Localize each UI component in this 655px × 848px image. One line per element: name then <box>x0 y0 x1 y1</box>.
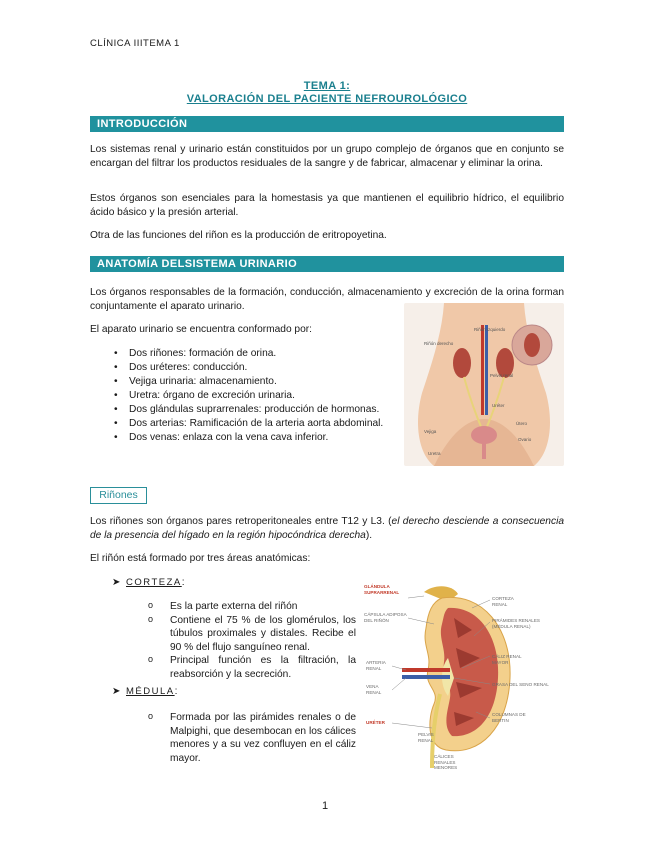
section-heading-introduccion: INTRODUCCIÓN <box>90 116 564 132</box>
intro-paragraph-1: Los sistemas renal y urinario están constituidos por un grupo complejo de órganos que en conjunto se encargan del filtrar los productos residuales de la sangre y de fabricar, almacenar y eliminar la orina. <box>90 144 564 169</box>
figure-label: Uretra <box>428 451 441 456</box>
list-item: • Dos glándulas suprarrenales: producción de hormonas. <box>114 403 390 417</box>
cortex-colon: : <box>181 577 185 588</box>
list-item: o Formada por las pirámides renales o de Malpighi, que desembocan en los cálices menores y a su vez confluyen en el cáliz mayor. <box>148 711 356 765</box>
kidney-label-major-calyx: CÁLIZ RENAL MAYOR <box>492 654 522 665</box>
kidney-label-columns: COLUMNAS DE BERTIN <box>492 712 526 723</box>
figure-label: Riñón izquierdo <box>474 327 506 332</box>
figure-label: Riñón derecho <box>424 341 454 346</box>
anatomy-paragraph-2: El aparato urinario se encuentra conformado por: <box>90 324 312 335</box>
kidney-label-gland: GLÁNDULA SUPRARRENAL <box>364 584 400 595</box>
kidney-label-sinus-fat: GRASA DEL SENO RENAL <box>492 682 549 687</box>
cortex-heading <box>112 577 185 588</box>
medulla-label: MÉDULA <box>126 686 175 697</box>
kidney-label-pelvis: PELVIS RENAL <box>418 732 434 743</box>
kidney-drawing <box>362 578 564 770</box>
list-item: • Uretra: órgano de excreción urinaria. <box>114 389 390 403</box>
medulla-colon: : <box>174 686 178 697</box>
kidney-label-cortex: CORTEZA RENAL <box>492 596 514 607</box>
figure-label: Útero <box>516 421 528 426</box>
medulla-heading <box>112 686 177 697</box>
kidneys-paragraph-2: El riñón está formado por tres áreas anatómicas: <box>90 553 311 564</box>
list-item: o Contiene el 75 % de los glomérulos, los túbulos proximales y distales. Recibe el 90 % del flujo sanguíneo renal. <box>148 614 356 655</box>
kidney-label-ureter: URÉTER <box>366 720 385 725</box>
list-item: • Dos venas: enlaza con la vena cava inferior. <box>114 431 390 445</box>
subheading-rinones: Riñones <box>90 487 147 504</box>
urinary-organs-list <box>114 347 390 445</box>
figure-label: Pelvis renal <box>490 373 514 378</box>
title-line-2: VALORACIÓN DEL PACIENTE NEFROUROLÓGICO <box>186 93 468 105</box>
page-number: 1 <box>322 800 329 812</box>
list-item: o Es la parte externa del riñón <box>148 600 356 614</box>
kidney-label-vein: VENA RENAL <box>366 684 382 695</box>
kidney-label-pyramids: PIRÁMIDES RENALES (MÉDULA RENAL) <box>492 618 540 629</box>
kidneys-text-end: ). <box>365 530 373 541</box>
kidneys-paragraph-1 <box>90 515 564 543</box>
cortex-list <box>148 600 356 681</box>
kidneys-italic-note: el derecho desciende a consecuencia de la presencia del hígado en la región hipocóndrica derecha <box>90 516 564 541</box>
arrow-icon: ➤ <box>112 686 121 697</box>
section-heading-anatomia: ANATOMÍA DELSISTEMA URINARIO <box>90 256 564 272</box>
anatomy-paragraph-1: Los órganos responsables de la formación, conducción, almacenamiento y excreción de la orina forman conjuntamente el aparato urinario. <box>90 287 564 312</box>
list-item: • Vejiga urinaria: almacenamiento. <box>114 375 390 389</box>
list-item: • Dos arterias: Ramificación de la arteria aorta abdominal. <box>114 417 390 431</box>
intro-paragraph-2: Estos órganos son esenciales para la homestasis ya que mantienen el equilibrio hídrico, el equilibrio ácido básico y la presión arterial. <box>90 193 564 218</box>
kidney-label-capsule: CÁPSULA ADIPOSA DEL RIÑÓN <box>364 612 407 623</box>
medulla-list <box>148 711 356 765</box>
title-line-1: TEMA 1: <box>303 80 351 92</box>
kidney-label-minor-calyx: CÁLICES RENALES MENORES <box>434 754 458 770</box>
cortex-label: CORTEZA <box>126 577 182 588</box>
list-item: • Dos riñones: formación de orina. <box>114 347 390 361</box>
intro-paragraph-3: Otra de las funciones del riñon es la producción de eritropoyetina. <box>90 230 387 241</box>
list-item: • Dos uréteres: conducción. <box>114 361 390 375</box>
arrow-icon: ➤ <box>112 577 121 588</box>
document-title <box>90 80 564 106</box>
list-item: o Principal función es la filtración, la reabsorción y la secreción. <box>148 654 356 681</box>
kidney-illustration <box>362 578 564 770</box>
running-header: CLÍNICA IIITEMA 1 <box>90 38 180 49</box>
figure-label: Ovario <box>518 437 532 442</box>
urinary-system-illustration <box>404 303 564 466</box>
figure-label: Vejiga <box>424 429 437 434</box>
kidney-label-artery: ARTERIA RENAL <box>366 660 386 671</box>
kidneys-text: Los riñones son órganos pares retroperitoneales entre T12 y L3. ( <box>90 516 392 527</box>
figure-label: Uréter <box>492 403 505 408</box>
